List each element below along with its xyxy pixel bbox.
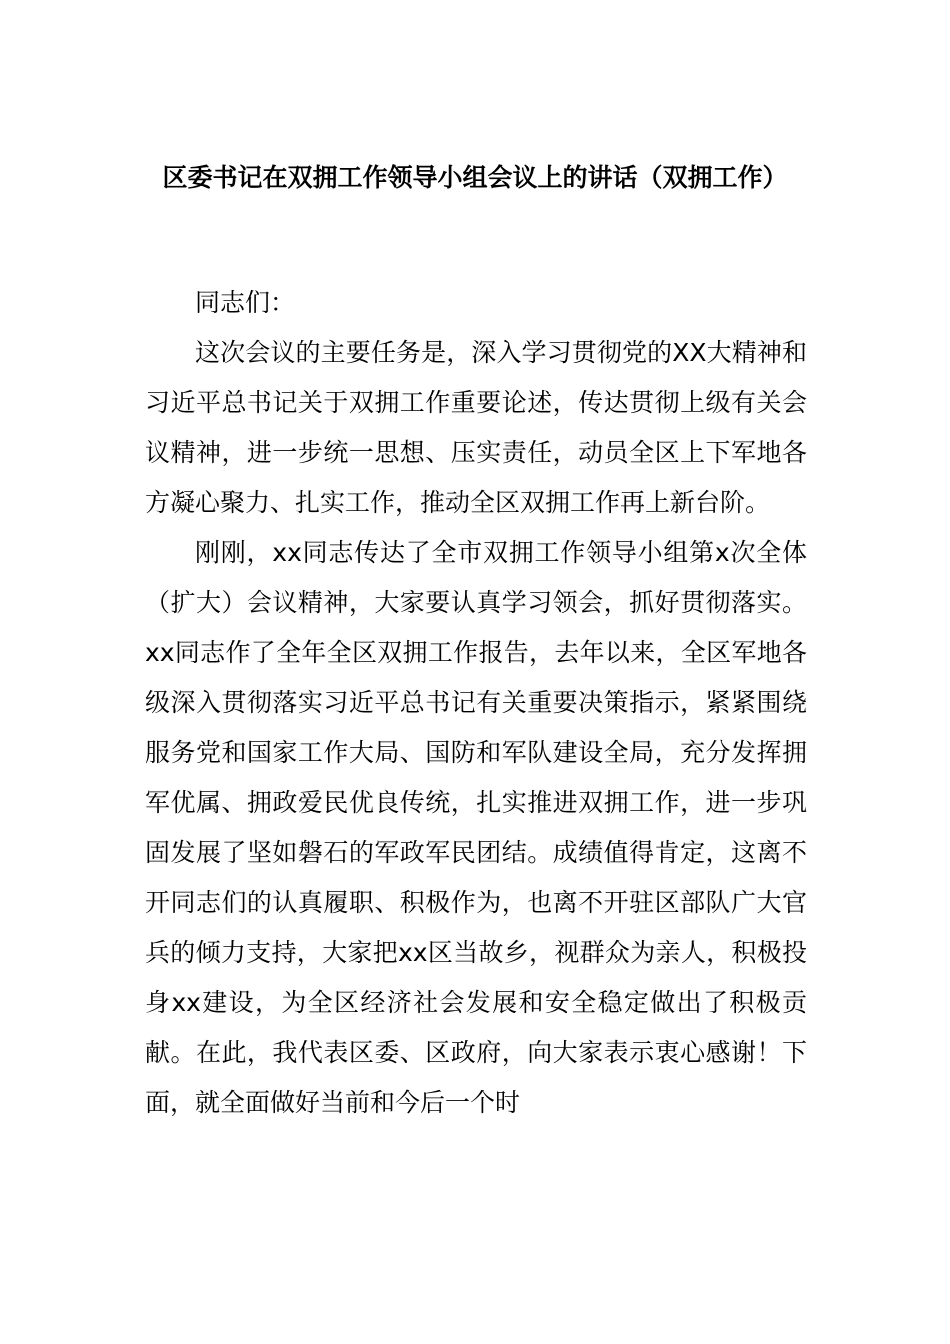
body-paragraph: 这次会议的主要任务是，深入学习贯彻党的XX大精神和习近平总书记关于双拥工作重要论述，传达贯彻上级有关会议精神，进一步统一思想、压实责任，动员全区上下军地各方凝心聚力、扎实工作，推动全区双拥工作再上新台阶。 (145, 338, 807, 517)
document-body (145, 278, 807, 1128)
salutation-paragraph: 同志们： (195, 288, 296, 317)
body-paragraph: 刚刚，xx同志传达了全市双拥工作领导小组第x次全体（扩大）会议精神，大家要认真学习领会，抓好贯彻落实。xx同志作了全年全区双拥工作报告，去年以来，全区军地各级深入贯彻落实习近平总书记有关重要决策指示，紧紧围绕服务党和国家工作大局、国防和军队建设全局，充分发挥拥军优属、拥政爱民优良传统，扎实推进双拥工作，进一步巩固发展了坚如磐石的军政军民团结。成绩值得肯定，这离不开同志们的认真履职、积极作为，也离不开驻区部队广大官兵的倾力支持，大家把xx区当故乡，视群众为亲人，积极投身xx建设，为全区经济社会发展和安全稳定做出了积极贡献。在此，我代表区委、区政府，向大家表示衷心感谢！下面，就全面做好当前和今后一个时 (145, 538, 807, 1117)
document-title: 区委书记在双拥工作领导小组会议上的讲话（双拥工作） (162, 163, 788, 192)
